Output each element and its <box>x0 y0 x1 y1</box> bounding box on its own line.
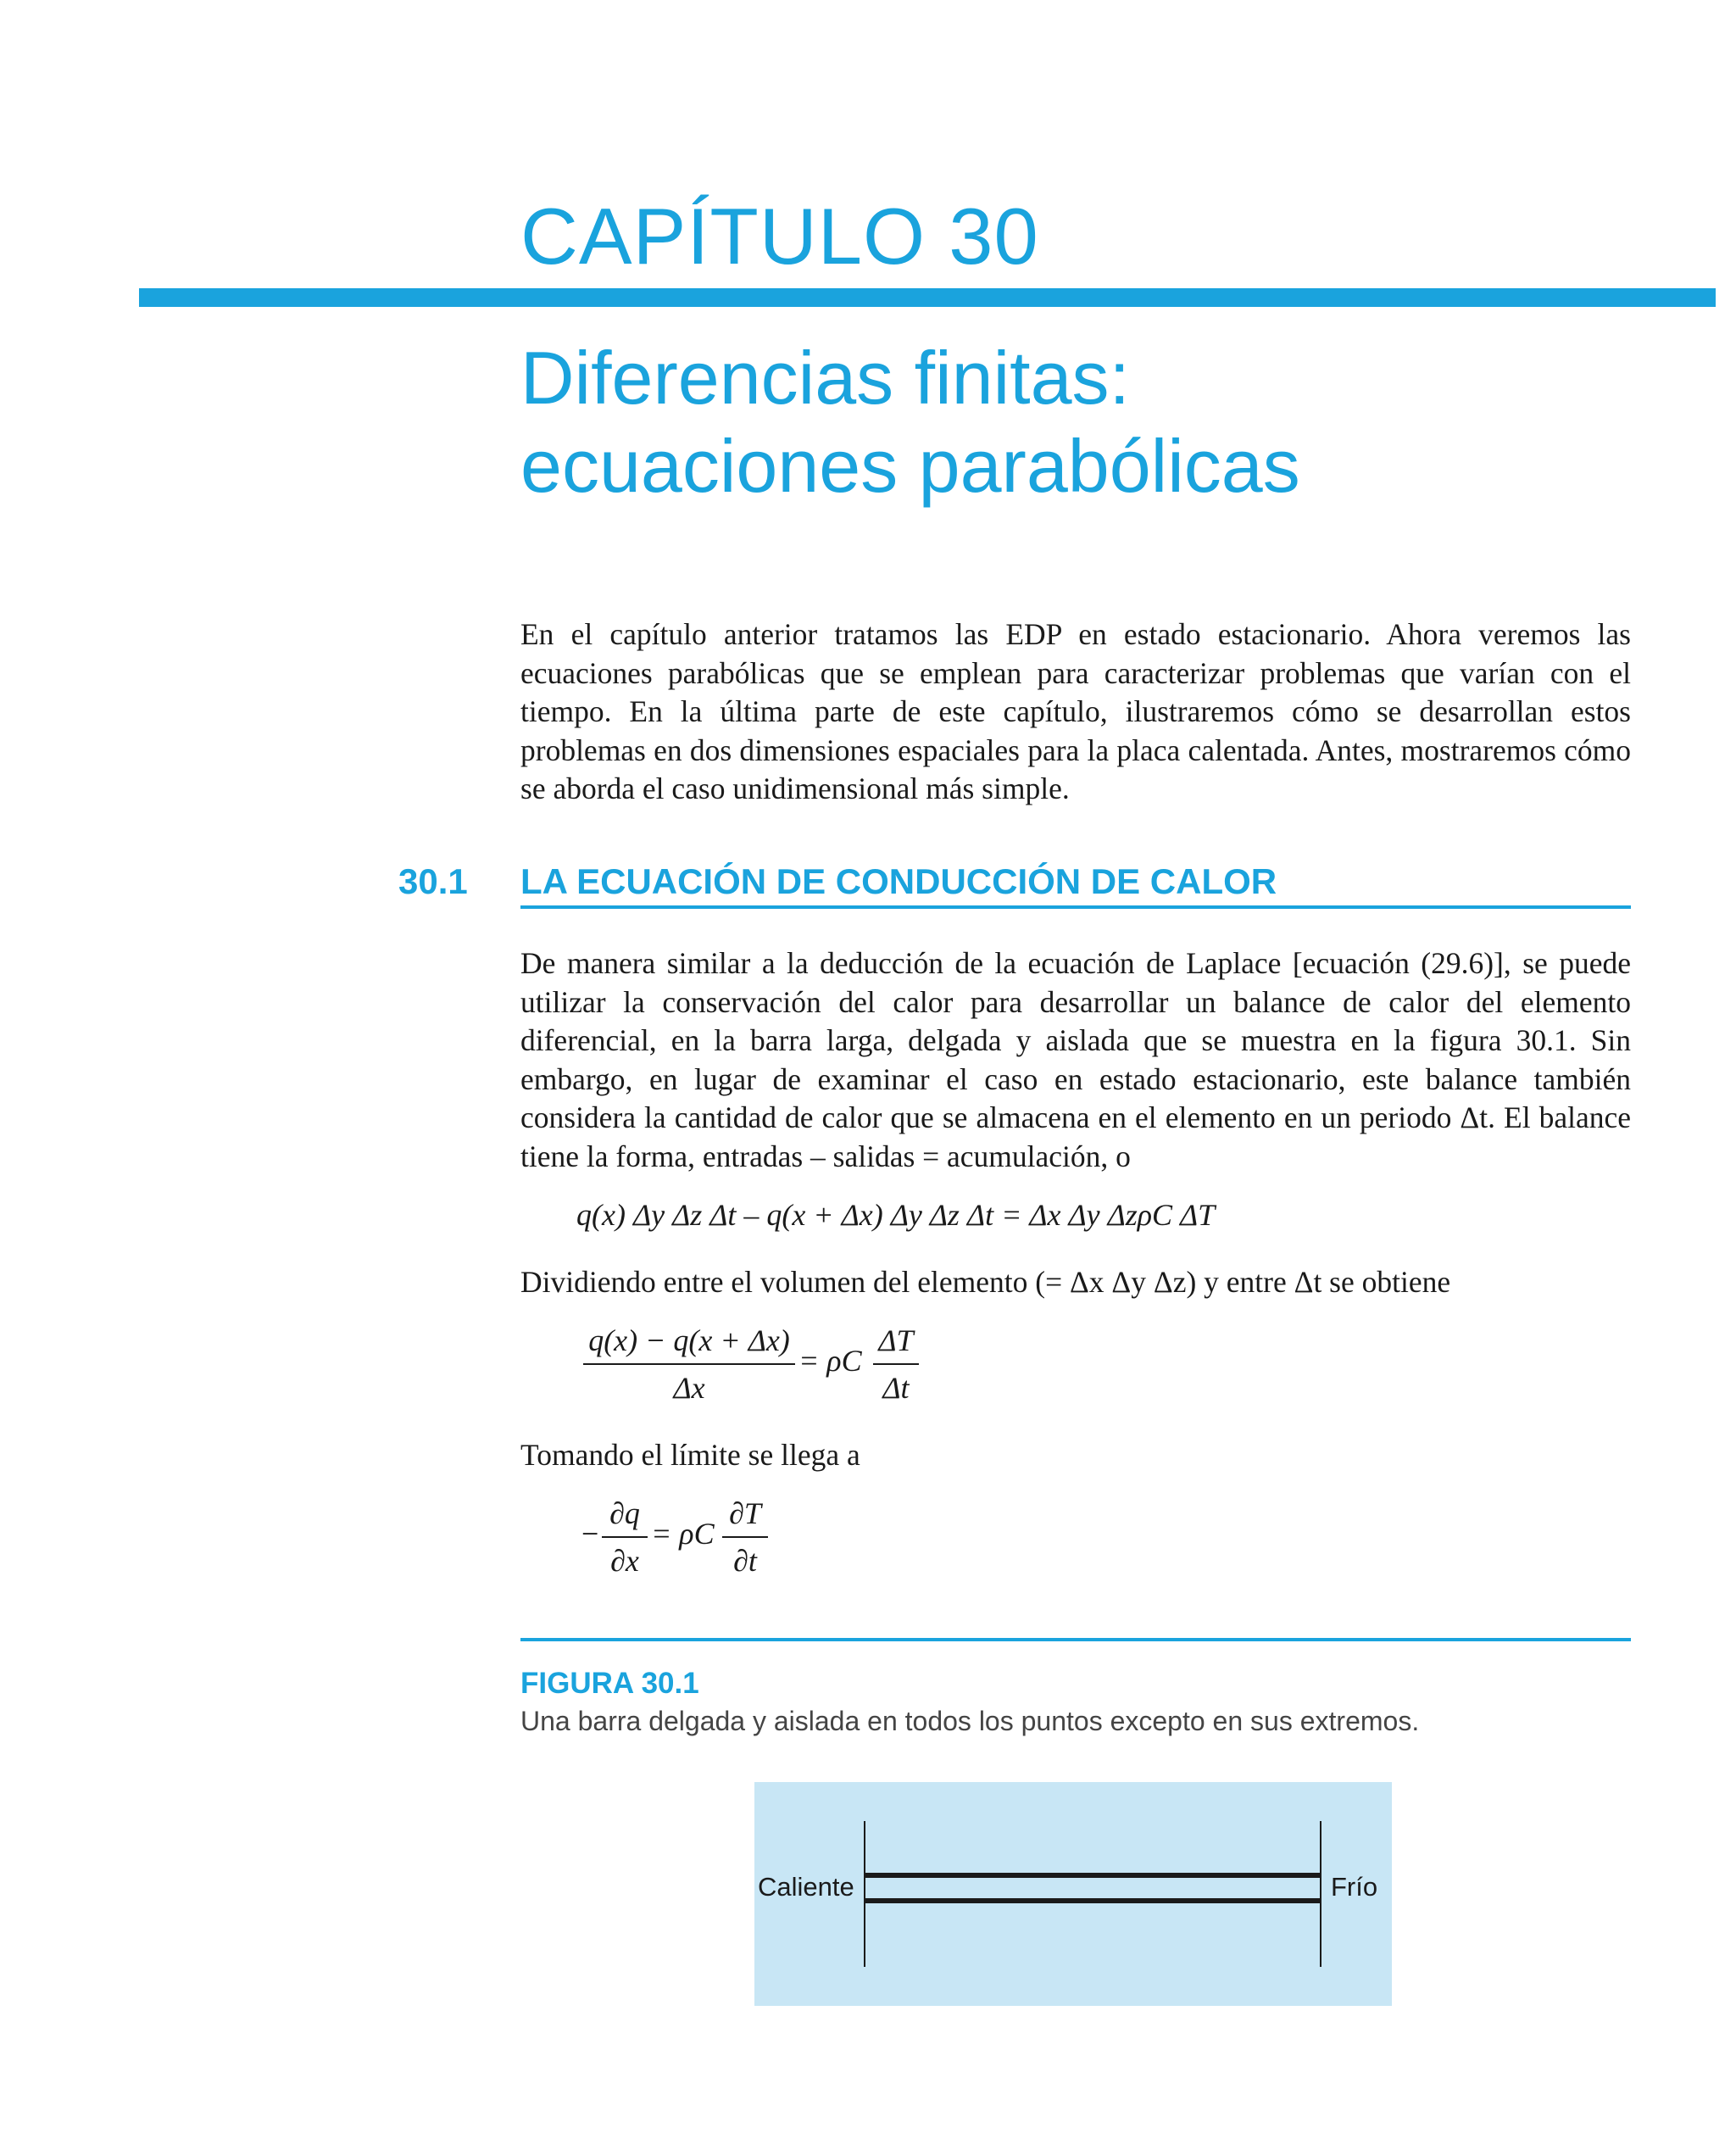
equation-2-middle: = ρC <box>798 1344 862 1378</box>
equation-3-right-numerator: ∂T <box>729 1496 761 1530</box>
body-paragraph-3: Tomando el límite se llega a <box>520 1438 860 1472</box>
hot-end-label: Caliente <box>758 1872 854 1902</box>
chapter-title-line-1: Diferencias finitas: <box>520 336 1130 420</box>
equation-2-left-fraction <box>583 1323 795 1407</box>
equation-3-right-denominator: ∂t <box>733 1544 757 1578</box>
chapter-title <box>520 334 1300 510</box>
chapter-title-line-2: ecuaciones parabólicas <box>520 424 1300 508</box>
figure-label: FIGURA 30.1 <box>520 1667 699 1700</box>
equation-2-right-fraction <box>873 1323 919 1407</box>
fraction-bar <box>602 1536 648 1538</box>
equation-2-right-numerator: ΔT <box>878 1323 914 1357</box>
fraction-bar <box>583 1363 795 1365</box>
figure-illustration <box>754 1782 1392 2006</box>
section-number: 30.1 <box>398 861 468 901</box>
equation-2-left-denominator: Δx <box>673 1371 705 1405</box>
equation-3-left-numerator: ∂q <box>609 1496 640 1530</box>
intro-paragraph: En el capítulo anterior tratamos las EDP en estado estacionario. Ahora veremos las ecuaciones parabólicas que se emplean para caracterizar problemas que varían con el tiempo. En la última parte de este capítulo, ilustraremos cómo se desarrollan estos problemas en dos dimensiones espaciales para la placa calentada. Antes, mostraremos cómo se aborda el caso unidimensional más simple. <box>520 617 1631 805</box>
equation-1: q(x) Δy Δz Δt – q(x + Δx) Δy Δz Δt = Δx Δy ΔzρC ΔT <box>576 1198 1216 1232</box>
equation-3-left-fraction <box>602 1496 648 1580</box>
section-rule <box>520 905 1631 909</box>
equation-3-minus: − <box>581 1517 599 1551</box>
body-paragraph-1: De manera similar a la deducción de la ecuación de Laplace [ecuación (29.6)], se puede utilizar la conservación del calor para desarrollar un balance de calor del elemento diferencial, en la barra larga, delgada y aislada que se muestra en la figura 30.1. Sin embargo, en lugar de examinar el caso en estado estacionario, este balance también considera la cantidad de calor que se almacena en el elemento en un periodo Δt. El balance tiene la forma, entradas – salidas = acumulación, o <box>520 946 1631 1173</box>
equation-3-middle: = ρC <box>651 1517 715 1551</box>
figure-rule <box>520 1638 1631 1641</box>
cold-end-label: Frío <box>1331 1872 1378 1902</box>
equation-3-left-denominator: ∂x <box>610 1544 639 1578</box>
chapter-rule <box>139 288 1716 307</box>
fraction-bar <box>873 1363 919 1365</box>
equation-3-right-fraction <box>722 1496 768 1580</box>
chapter-label: CAPÍTULO 30 <box>520 192 1039 281</box>
section-title: LA ECUACIÓN DE CONDUCCIÓN DE CALOR <box>520 861 1277 901</box>
fraction-bar <box>722 1536 768 1538</box>
equation-2-right-denominator: Δt <box>882 1371 910 1405</box>
equation-2-left-numerator: q(x) − q(x + Δx) <box>588 1323 790 1357</box>
figure-caption: Una barra delgada y aislada en todos los puntos excepto en sus extremos. <box>520 1706 1420 1736</box>
body-paragraph-2: Dividiendo entre el volumen del elemento (= Δx Δy Δz) y entre Δt se obtiene <box>520 1265 1451 1299</box>
